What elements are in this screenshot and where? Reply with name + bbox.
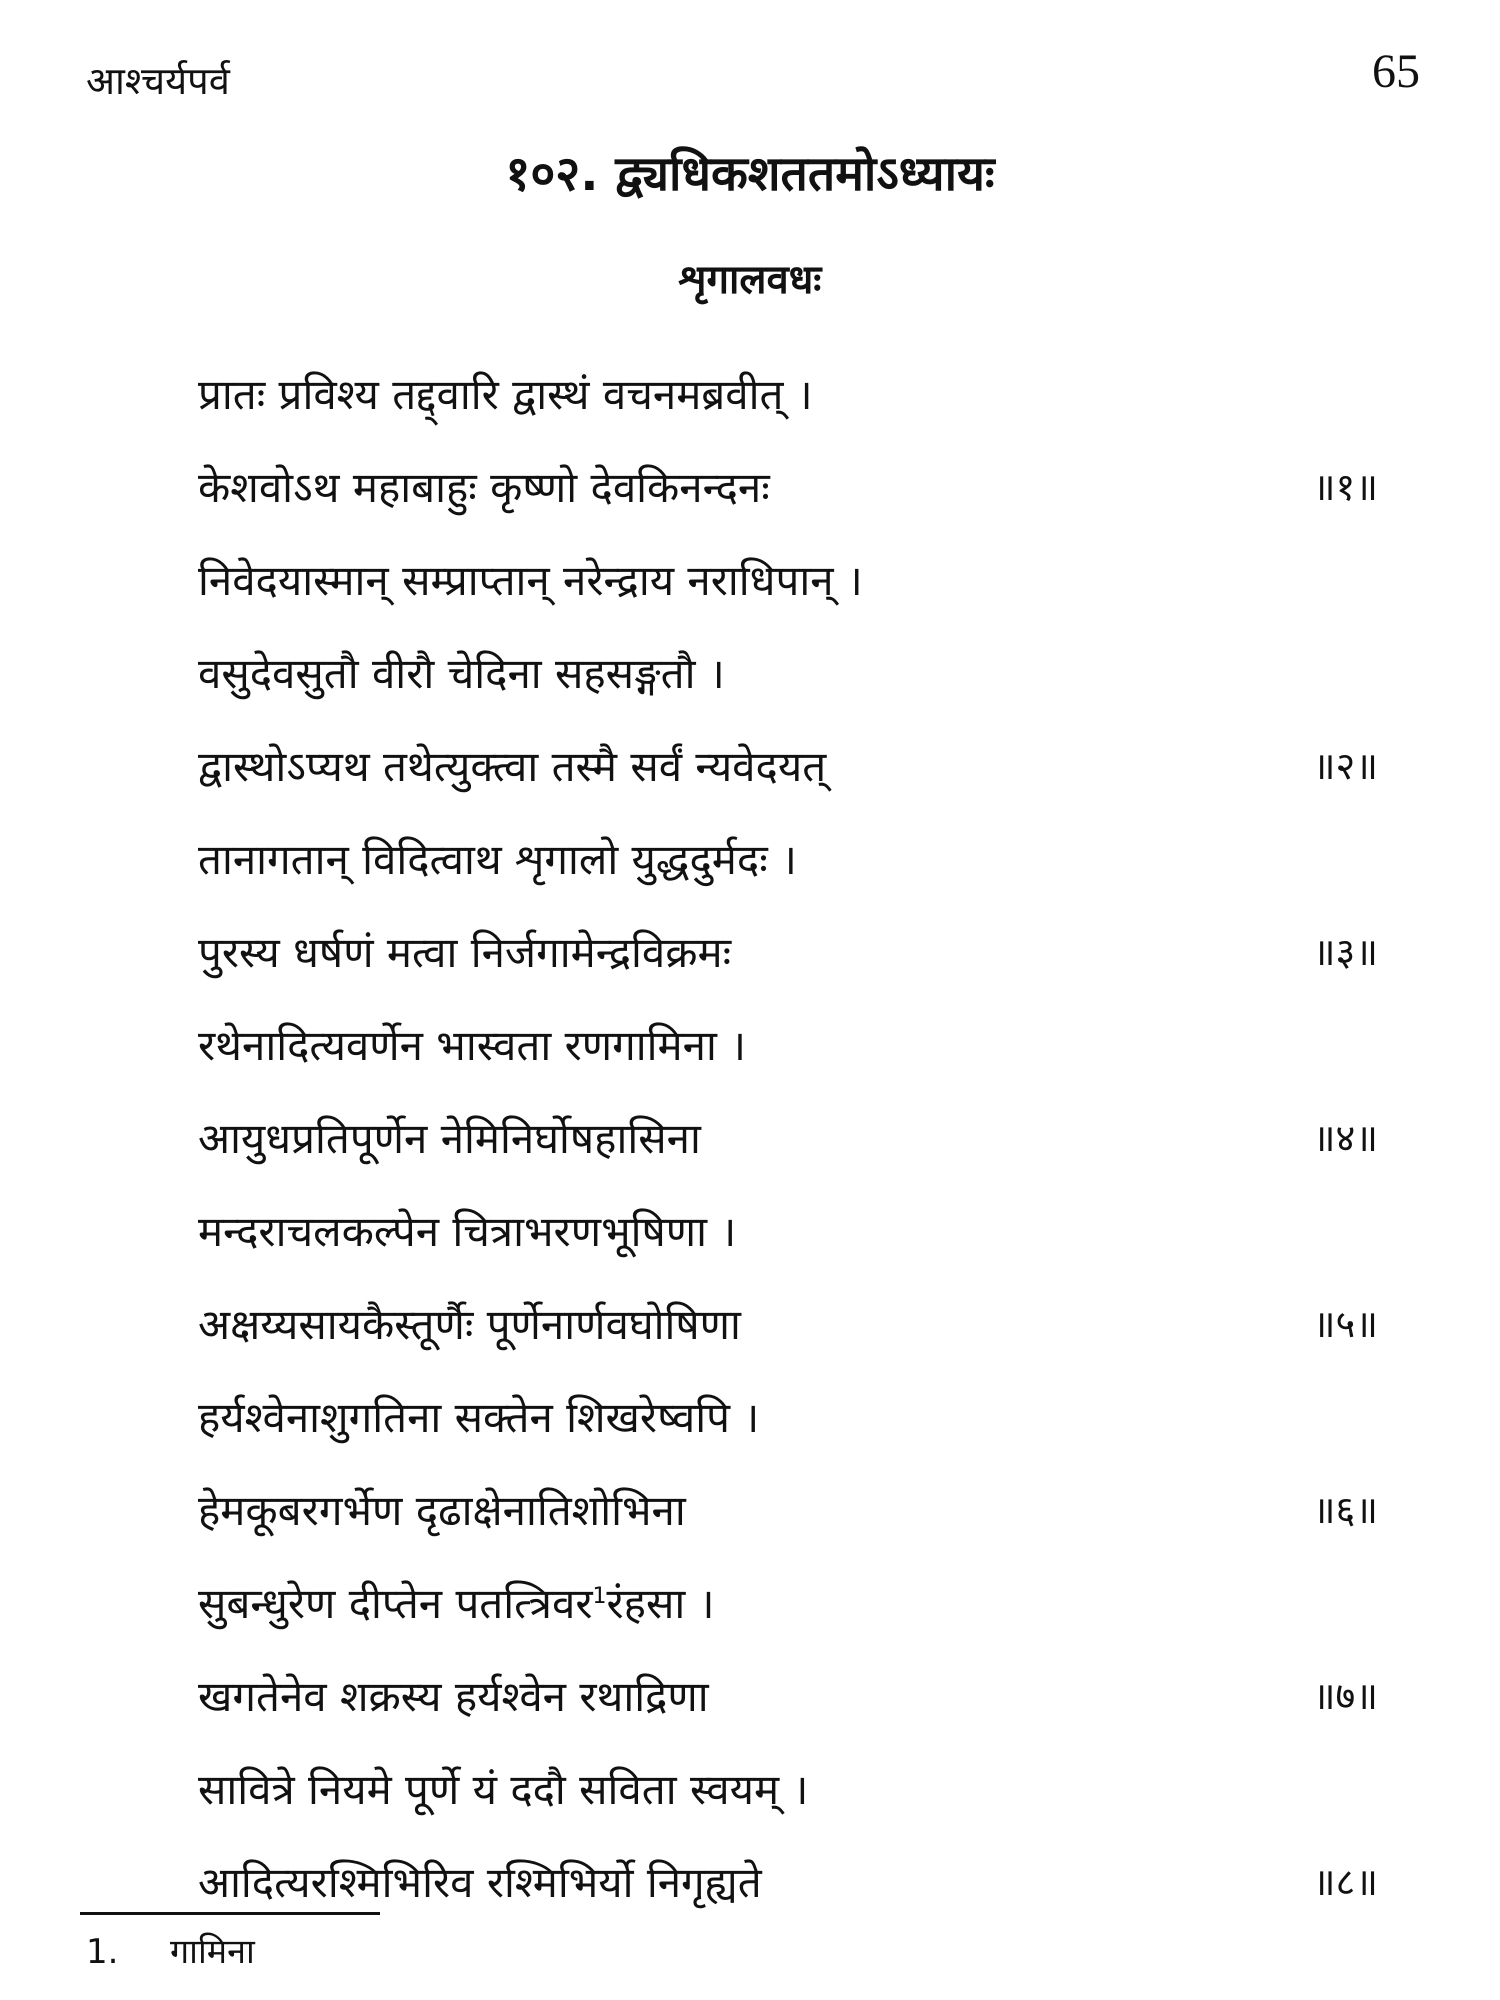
verse-block xyxy=(198,348,1378,1929)
verse-text: आदित्यरश्मिभिरिव रश्मिभिर्यो निगृह्यते xyxy=(198,1858,762,1907)
verse-line xyxy=(198,1092,1378,1185)
verse-line xyxy=(198,813,1378,906)
verse-text: प्रातः प्रविश्य तद्द्वारि द्वास्थं वचनमब्रवीत् । xyxy=(198,370,813,419)
verse-text: निवेदयास्मान् सम्प्राप्तान् नरेन्द्राय नराधिपान् । xyxy=(198,556,863,605)
verse-line xyxy=(198,1371,1378,1464)
verse-text: द्वास्थोऽप्यथ तथेत्युक्त्वा तस्मै सर्वं न्यवेदयत् xyxy=(198,742,827,791)
verse-text: पुरस्य धर्षणं मत्वा निर्जगामेन्द्रविक्रमः xyxy=(198,928,732,977)
verse-text: सावित्रे नियमे पूर्णे यं ददौ सविता स्वयम् । xyxy=(198,1765,809,1814)
verse-line xyxy=(198,1278,1378,1371)
section-title: शृगालवधः xyxy=(678,257,822,303)
verse-text: तानागतान् विदित्वाथ शृगालो युद्धदुर्मदः । xyxy=(198,835,797,884)
verse-number: ॥६॥ xyxy=(1312,1488,1378,1532)
verse-number: ॥८॥ xyxy=(1312,1860,1378,1904)
verse-line xyxy=(198,1743,1378,1836)
verse-text: हर्यश्वेनाशुगतिना सक्तेन शिखरेष्वपि । xyxy=(198,1393,760,1442)
verse-line xyxy=(198,348,1378,441)
page-number: 65 xyxy=(1372,45,1420,98)
verse-number: ॥७॥ xyxy=(1312,1674,1378,1718)
verse-line xyxy=(198,1557,1378,1650)
footnote-marker: 1 xyxy=(592,1584,607,1609)
verse-line xyxy=(198,1650,1378,1743)
verse-text: आयुधप्रतिपूर्णेन नेमिनिर्घोषहासिना xyxy=(198,1114,701,1163)
verse-number: ॥३॥ xyxy=(1312,930,1378,974)
running-head: आश्चर्यपर्व xyxy=(86,59,230,103)
verse-number: ॥१॥ xyxy=(1312,465,1378,509)
verse-text: मन्दराचलकल्पेन चित्राभरणभूषिणा । xyxy=(198,1207,737,1256)
verse-text: हेमकूबरगर्भेण दृढाक्षेनातिशोभिना xyxy=(198,1486,686,1535)
verse-text-after-footnote: रंहसा । xyxy=(606,1579,715,1628)
verse-number: ॥२॥ xyxy=(1312,744,1378,788)
footnote-number: 1. xyxy=(86,1932,119,1972)
verse-text: खगतेनेव शक्रस्य हर्यश्वेन रथाद्रिणा xyxy=(198,1672,709,1721)
verse-text: अक्षय्यसायकैस्तूर्णैः पूर्णेनार्णवघोषिणा xyxy=(198,1300,741,1349)
chapter-title: १०२. द्व्यधिकशततमोऽध्यायः xyxy=(505,146,995,202)
verse-text: रथेनादित्यवर्णेन भास्वता रणगामिना । xyxy=(198,1021,747,1070)
verse-line xyxy=(198,1464,1378,1557)
footnote xyxy=(86,1932,255,1973)
verse-line xyxy=(198,906,1378,999)
verse-text: वसुदेवसुतौ वीरौ चेदिना सहसङ्गतौ । xyxy=(198,649,725,698)
verse-text: केशवोऽथ महाबाहुः कृष्णो देवकिनन्दनः xyxy=(198,463,770,512)
verse-line xyxy=(198,441,1378,534)
verse-line xyxy=(198,720,1378,813)
verse-text xyxy=(198,1557,715,1650)
footnote-divider xyxy=(80,1912,380,1915)
verse-line xyxy=(198,627,1378,720)
verse-line xyxy=(198,999,1378,1092)
verse-line xyxy=(198,1185,1378,1278)
footnote-text: गामिना xyxy=(170,1932,255,1972)
verse-line xyxy=(198,534,1378,627)
verse-number: ॥५॥ xyxy=(1312,1302,1378,1346)
verse-line xyxy=(198,1836,1378,1929)
verse-text-before-footnote: सुबन्धुरेण दीप्तेन पतत्त्रिवर xyxy=(198,1579,593,1628)
verse-number: ॥४॥ xyxy=(1312,1116,1378,1160)
